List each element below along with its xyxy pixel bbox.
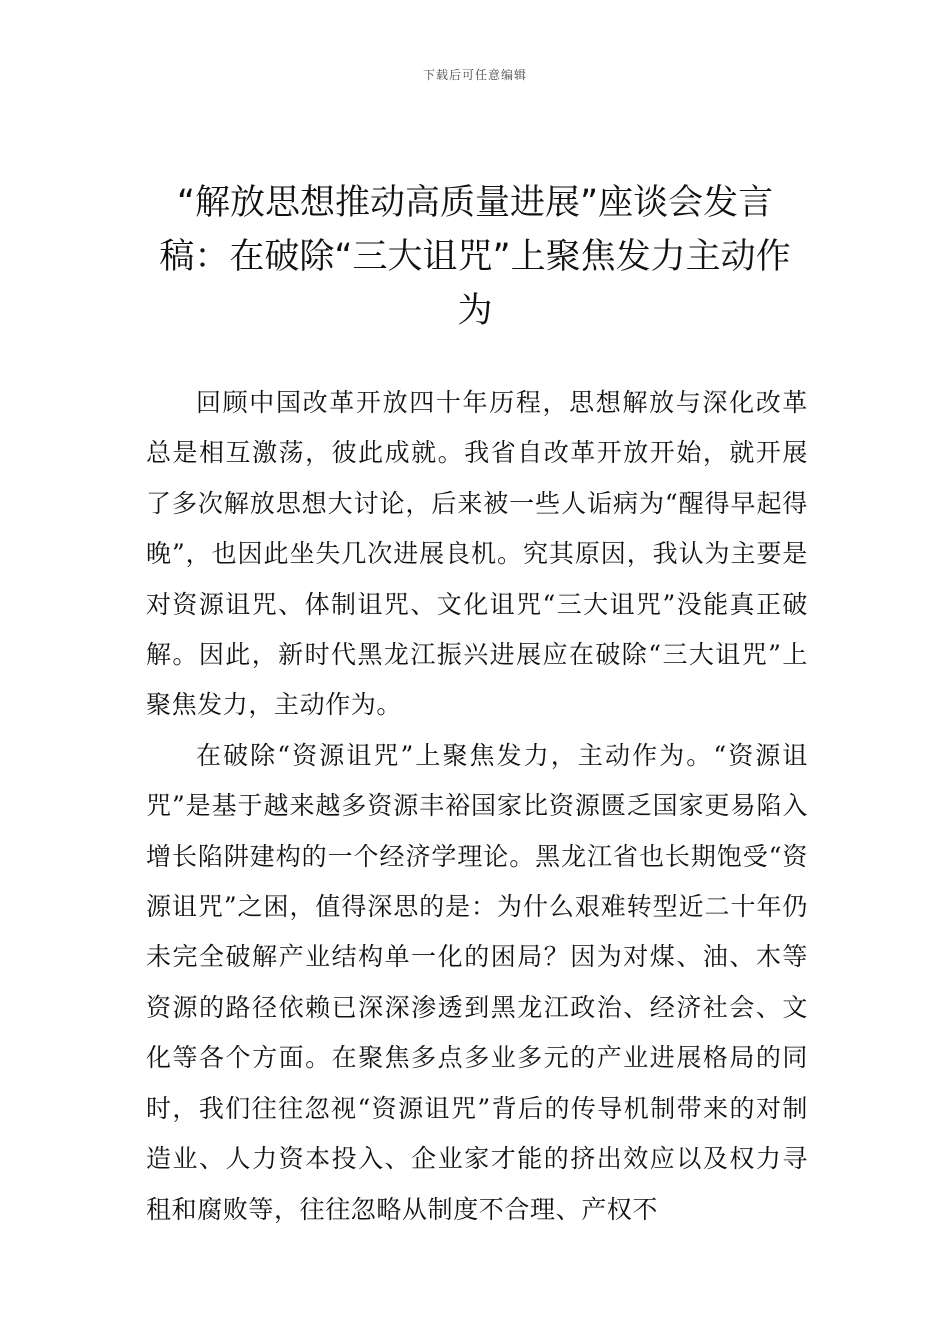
paragraph-1: 回顾中国改革开放四十年历程，思想解放与深化改革总是相互激荡，彼此成就。我省自改革开放开始，就开展了多次解放思想大讨论，后来被一些人诟病为“醒得早起得晚”，也因此坐失几次进展良机。究其原因，我认为主要是对资源诅咒、体制诅咒、文化诅咒“三大诅咒”没能真正破解。因此，新时代黑龙江振兴进展应在破除“三大诅咒”上聚焦发力，主动作为。: [146, 388, 808, 720]
document-body: [146, 378, 808, 1235]
document-title: “解放思想推动高质量进展”座谈会发言稿：在破除“三大诅咒”上聚焦发力主动作为: [159, 183, 791, 331]
header-note: 下载后可任意编辑: [422, 68, 527, 82]
paragraph-2: 在破除“资源诅咒”上聚焦发力，主动作为。“资源诅咒”是基于越来越多资源丰裕国家比资源匮乏国家更易陷入增长陷阱建构的一个经济学理论。黑龙江省也长期饱受“资源诅咒”之困，值得深思的是：为什么艰难转型近二十年仍未完全破解产业结构单一化的困局？因为对煤、油、木等资源的路径依赖已深深渗透到黑龙江政治、经济社会、文化等各个方面。在聚焦多点多业多元的产业进展格局的同时，我们往往忽视“资源诅咒”背后的传导机制带来的对制造业、人力资本投入、企业家才能的挤出效应以及权力寻租和腐败等，往往忽略从制度不合理、产权不: [146, 740, 808, 1224]
